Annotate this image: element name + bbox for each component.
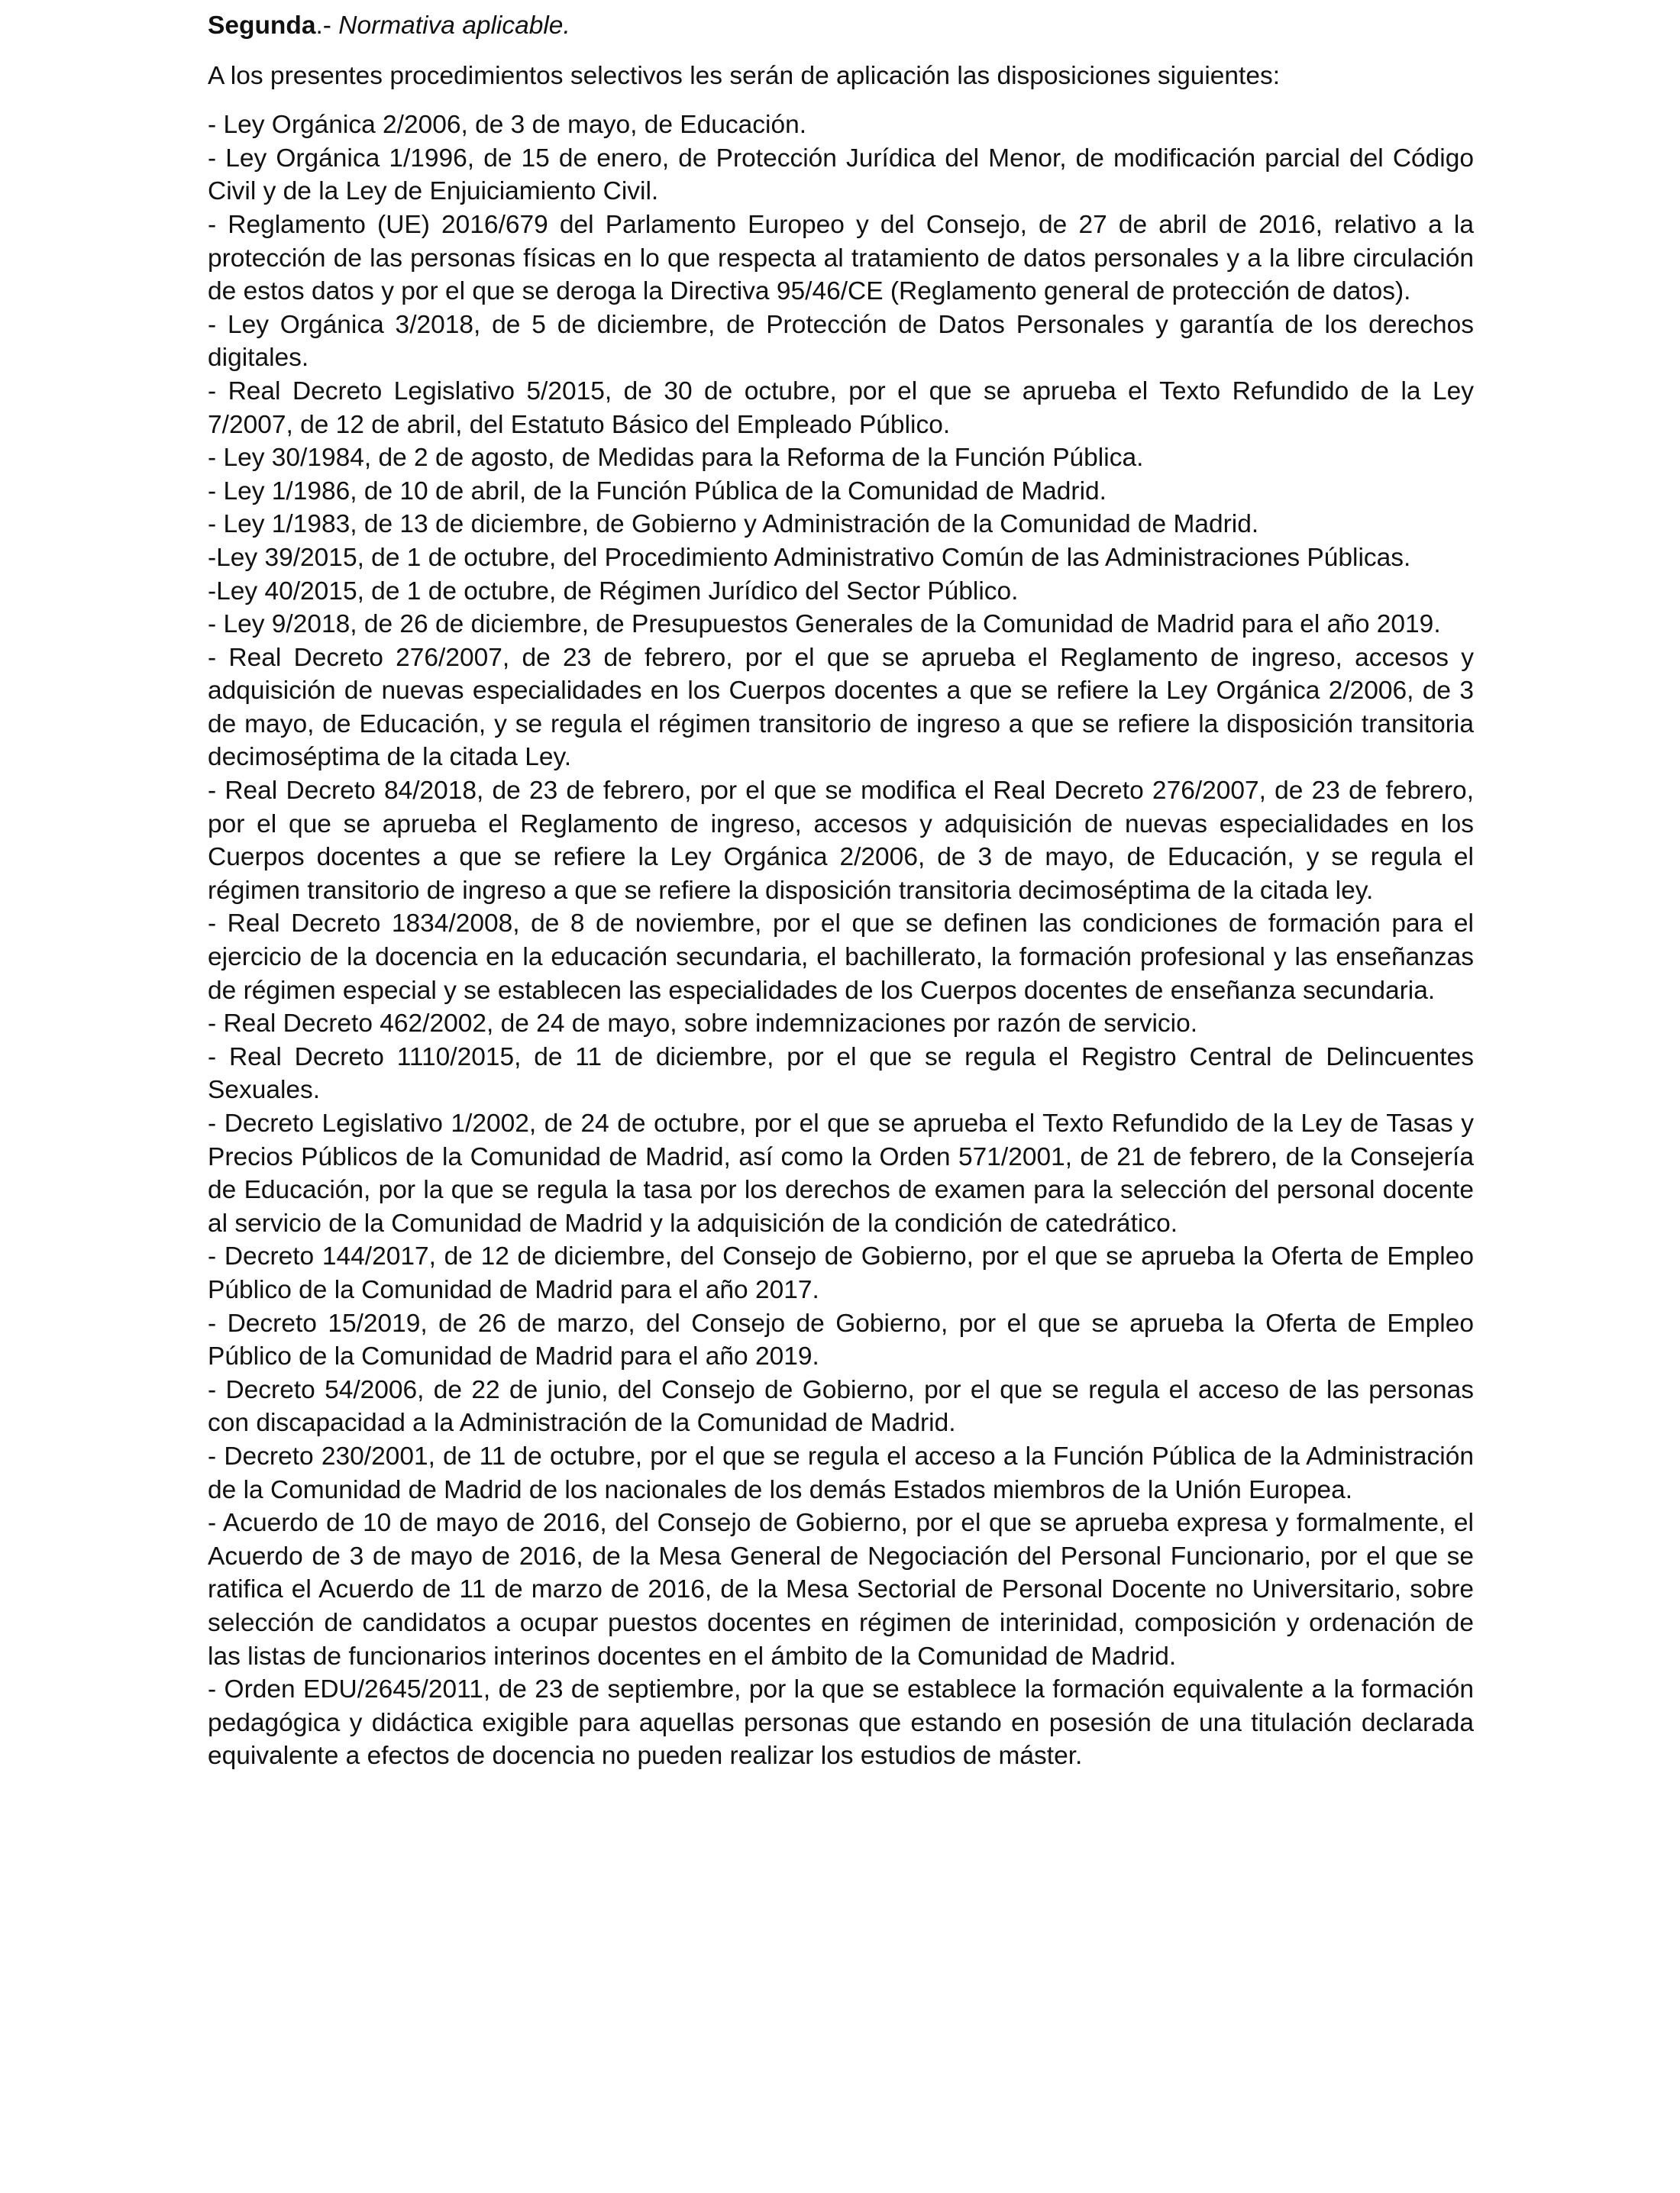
section-number: Segunda — [208, 11, 316, 40]
regulation-item: - Ley 1/1983, de 13 de diciembre, de Gobierno y Administración de la Comunidad de Madrid. — [208, 510, 1259, 539]
document-content — [208, 9, 1474, 1773]
regulation-item: - Orden EDU/2645/2011, de 23 de septiembre, por la que se establece la formación equivalente a la formación pedagógica y didáctica exigible para aquellas personas que estando en posesión de una titulación declarada equivalente a efectos de docencia no pueden realizar los estudios de máster. — [208, 1675, 1474, 1771]
regulation-item: - Decreto 15/2019, de 26 de marzo, del Consejo de Gobierno, por el que se aprueba la Oferta de Empleo Público de la Comunidad de Madrid para el año 2019. — [208, 1309, 1474, 1371]
regulation-item: - Real Decreto 84/2018, de 23 de febrero, por el que se modifica el Real Decreto 276/2007, de 23 de febrero, por el que se aprueba el Reglamento de ingreso, accesos y adquisición de nuevas especialidades en los Cuerpos docentes a que se refiere la Ley Orgánica 2/2006, de 3 de mayo, de Educación, y se regula el régimen transitorio de ingreso a que se refiere la disposición transitoria decimoséptima de la citada ley. — [208, 777, 1474, 905]
regulation-item: - Reglamento (UE) 2016/679 del Parlamento Europeo y del Consejo, de 27 de abril de 2016, relativo a la protección de las personas físicas en lo que respecta al tratamiento de datos personales y a la libre circulación de estos datos y por el que se deroga la Directiva 95/46/CE (Reglamento general de protección de datos). — [208, 210, 1474, 306]
regulation-item: - Ley 9/2018, de 26 de diciembre, de Presupuestos Generales de la Comunidad de Madrid para el año 2019. — [208, 610, 1441, 639]
regulation-item: - Acuerdo de 10 de mayo de 2016, del Consejo de Gobierno, por el que se aprueba expresa y formalmente, el Acuerdo de 3 de mayo de 2016, de la Mesa General de Negociación del Personal Funcionario, por el que se ratifica el Acuerdo de 11 de marzo de 2016, de la Mesa Sectorial de Personal Docente no Universitario, sobre selección de candidatos a ocupar puestos docentes en régimen de interinidad, composición y ordenación de las listas de funcionarios interinos docentes en el ámbito de la Comunidad de Madrid. — [208, 1509, 1474, 1671]
regulation-item: - Decreto 144/2017, de 12 de diciembre, del Consejo de Gobierno, por el que se aprueba la Oferta de Empleo Público de la Comunidad de Madrid para el año 2017. — [208, 1242, 1474, 1304]
section-heading — [208, 9, 1474, 43]
regulation-item: - Decreto Legislativo 1/2002, de 24 de octubre, por el que se aprueba el Texto Refundido de la Ley de Tasas y Precios Públicos de la Comunidad de Madrid, así como la Orden 571/2001, de 21 de febrero, de la Consejería de Educación, por la que se regula la tasa por los derechos de examen para la selección del personal docente al servicio de la Comunidad de Madrid y la adquisición de la condición de catedrático. — [208, 1109, 1474, 1238]
regulation-item: - Ley Orgánica 3/2018, de 5 de diciembre, de Protección de Datos Personales y garantía de los derechos digitales. — [208, 310, 1474, 373]
regulation-item: -Ley 39/2015, de 1 de octubre, del Procedimiento Administrativo Común de las Administraciones Públicas. — [208, 543, 1411, 572]
regulation-item: - Real Decreto 276/2007, de 23 de febrero, por el que se aprueba el Reglamento de ingreso, accesos y adquisición de nuevas especialidades en los Cuerpos docentes a que se refiere la Ley Orgánica 2/2006, de 3 de mayo, de Educación, y se regula el régimen transitorio de ingreso a que se refiere la disposición transitoria decimoséptima de la citada Ley. — [208, 643, 1474, 772]
regulation-item: - Decreto 54/2006, de 22 de junio, del Consejo de Gobierno, por el que se regula el acceso de las personas con discapacidad a la Administración de la Comunidad de Madrid. — [208, 1375, 1474, 1438]
regulation-item: - Real Decreto Legislativo 5/2015, de 30 de octubre, por el que se aprueba el Texto Refundido de la Ley 7/2007, de 12 de abril, del Estatuto Básico del Empleado Público. — [208, 376, 1474, 439]
regulation-item: - Real Decreto 1110/2015, de 11 de diciembre, por el que se regula el Registro Central de Delincuentes Sexuales. — [208, 1042, 1474, 1105]
regulation-item: - Real Decreto 462/2002, de 24 de mayo, sobre indemnizaciones por razón de servicio. — [208, 1009, 1198, 1038]
regulation-item: -Ley 40/2015, de 1 de octubre, de Régimen Jurídico del Sector Público. — [208, 577, 1019, 606]
regulation-item: - Ley Orgánica 2/2006, de 3 de mayo, de Educación. — [208, 111, 807, 140]
regulation-item: - Real Decreto 1834/2008, de 8 de noviembre, por el que se definen las condiciones de formación para el ejercicio de la docencia en la educación secundaria, el bachillerato, la formación profesional y las enseñanzas de régimen especial y se establecen las especialidades de los Cuerpos docentes de enseñanza secundaria. — [208, 909, 1474, 1005]
section-title: Normativa aplicable. — [338, 11, 570, 40]
intro-paragraph: A los presentes procedimientos selectivos les serán de aplicación las disposiciones siguientes: — [208, 61, 1281, 90]
regulation-item: - Ley 30/1984, de 2 de agosto, de Medidas para la Reforma de la Función Pública. — [208, 444, 1144, 473]
regulation-list — [208, 108, 1474, 1773]
regulation-item: - Ley Orgánica 1/1996, de 15 de enero, de Protección Jurídica del Menor, de modificación parcial del Código Civil y de la Ley de Enjuiciamiento Civil. — [208, 144, 1474, 206]
section-separator: .- — [315, 11, 339, 40]
regulation-item: - Ley 1/1986, de 10 de abril, de la Función Pública de la Comunidad de Madrid. — [208, 476, 1107, 505]
regulation-item: - Decreto 230/2001, de 11 de octubre, por el que se regula el acceso a la Función Pública de la Administración de la Comunidad de Madrid de los nacionales de los demás Estados miembros de la Unión Europea. — [208, 1442, 1474, 1504]
